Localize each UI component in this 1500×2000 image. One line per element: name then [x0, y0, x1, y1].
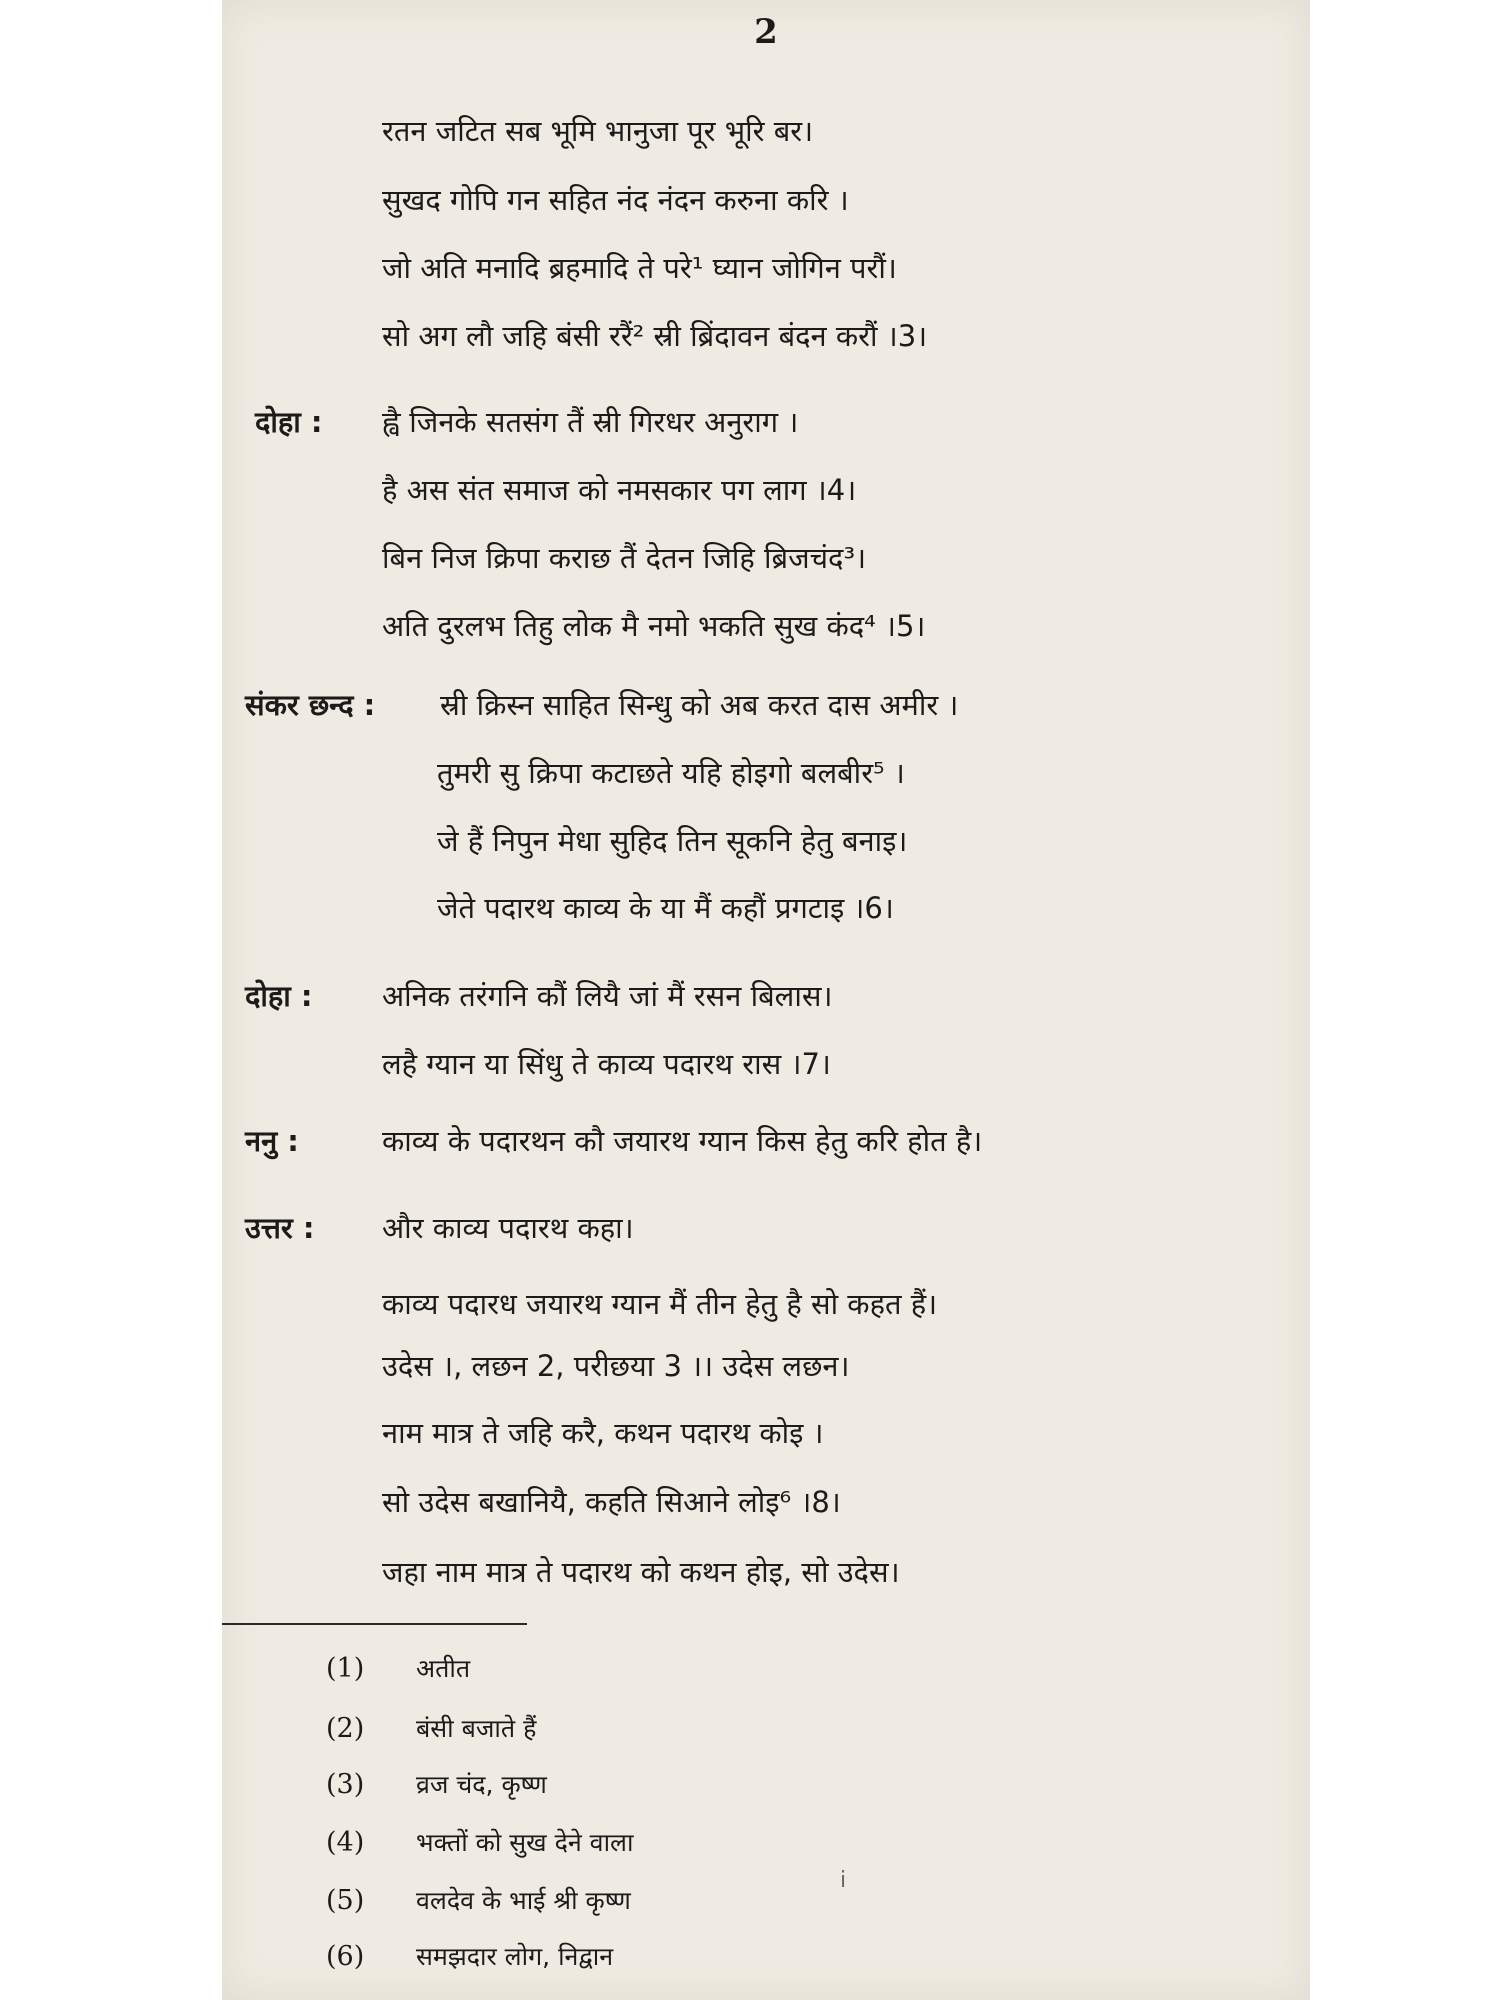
footnote-number: (4) — [326, 1827, 365, 1858]
footnote-number: (3) — [326, 1769, 365, 1800]
prose-line: और काव्य पदारथ कहा। — [382, 1211, 634, 1245]
prose-line: काव्य पदारध जयारथ ग्यान मैं तीन हेतु है सो कहत हैं। — [382, 1287, 938, 1321]
verse-line: अति दुरलभ तिहु लोक मै नमो भकति सुख कंद⁴ ।5। — [382, 609, 926, 643]
verse-line: सुखद गोपि गन सहित नंद नंदन करुना करि । — [382, 183, 849, 217]
footnote-text: भक्तों को सुख देने वाला — [416, 1828, 634, 1857]
verse-line: सो अग लौ जहि बंसी ररैं² स्री ब्रिंदावन बंदन करौं ।3। — [382, 319, 928, 353]
footnote-text: बंसी बजाते हैं — [416, 1714, 537, 1743]
prose-line: काव्य के पदारथन कौ जयारथ ग्यान किस हेतु करि होत है। — [382, 1124, 983, 1158]
verse-line: ह्वै जिनके सतसंग तैं स्री गिरधर अनुराग । — [382, 405, 799, 439]
verse-line: जे हैं निपुन मेधा सुहिद तिन सूकनि हेतु बनाइ। — [437, 824, 908, 858]
footnote-number: (6) — [326, 1941, 365, 1972]
verse-line: जेते पदारथ काव्य के या मैं कहौं प्रगटाइ ।6। — [437, 891, 894, 925]
doha-label: दोहा : — [245, 979, 313, 1013]
footnote-number: (2) — [326, 1713, 365, 1744]
footnote-number: (5) — [326, 1885, 365, 1916]
footnote — [326, 1768, 547, 1802]
footnote — [326, 1940, 613, 1974]
uttar-label: उत्तर : — [245, 1211, 315, 1245]
verse-line: सो उदेस बखानियै, कहति सिआने लोइ⁶ ।8। — [382, 1485, 841, 1519]
footnote — [326, 1884, 631, 1918]
footnote-text: समझदार लोग, निद्वान — [416, 1942, 614, 1971]
verse-line: जो अति मनादि ब्रहमादि ते परे¹ घ्यान जोगिन परौं। — [382, 251, 897, 285]
sankar-chhand-label: संकर छन्द : — [245, 688, 376, 722]
nanu-label: ननु : — [245, 1124, 299, 1158]
verse-line: तुमरी सु क्रिपा कटाछते यहि होइगो बलबीर⁵ । — [437, 756, 905, 790]
verse-line: लहै ग्यान या सिंधु ते काव्य पदारथ रास ।7। — [382, 1047, 831, 1081]
footnote-number: (1) — [326, 1653, 365, 1684]
footnote — [326, 1652, 470, 1686]
footnote-text: वलदेव के भाई श्री कृष्ण — [416, 1886, 631, 1915]
verse-line: नाम मात्र ते जहि करै, कथन पदारथ कोइ । — [382, 1416, 824, 1450]
prose-line: जहा नाम मात्र ते पदारथ को कथन होइ, सो उदेस। — [382, 1555, 900, 1589]
verse-line: है अस संत समाज को नमसकार पग लाग ।4। — [382, 473, 857, 507]
document-page — [222, 0, 1310, 2000]
verse-line: अनिक तरंगनि कौं लियै जां मैं रसन बिलास। — [382, 979, 833, 1013]
doha-label: दोहा : — [255, 405, 323, 439]
bottom-mark: i — [840, 1868, 847, 1893]
page-number: 2 — [754, 12, 778, 52]
prose-line: उदेस ।, लछन 2, परीछया 3 ।। उदेस लछन। — [382, 1349, 850, 1383]
footnote — [326, 1826, 633, 1860]
verse-line: स्री क्रिस्न साहित सिन्धु को अब करत दास अमीर । — [440, 688, 959, 722]
footnote-divider — [222, 1623, 527, 1625]
footnote-text: व्रज चंद, कृष्ण — [416, 1770, 547, 1799]
verse-line: रतन जटित सब भूमि भानुजा पूर भूरि बर। — [382, 114, 814, 148]
verse-line: बिन निज क्रिपा कराछ तैं देतन जिहि ब्रिजचंद³। — [382, 541, 867, 575]
footnote — [326, 1712, 536, 1746]
footnote-text: अतीत — [416, 1654, 471, 1683]
